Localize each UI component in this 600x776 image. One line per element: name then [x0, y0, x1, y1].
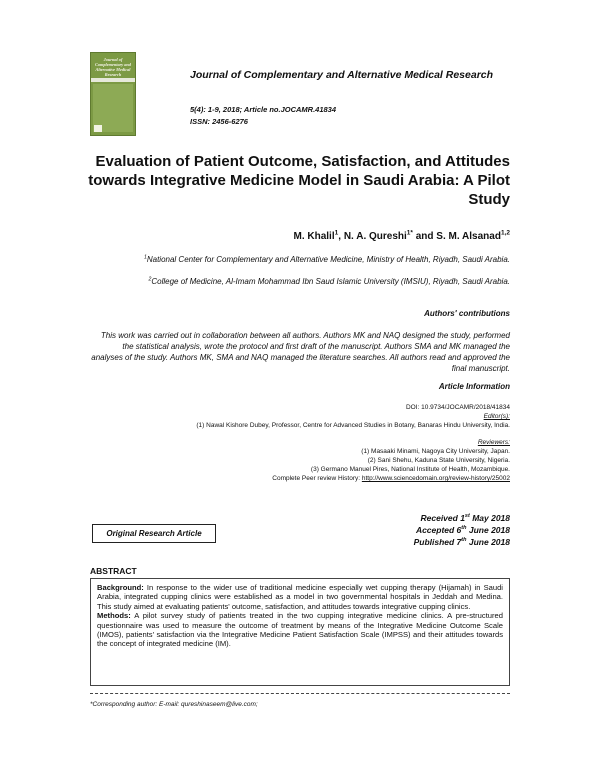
reviewers-label: Reviewers: [477, 439, 510, 446]
abstract-background: Background: In response to the wider use of traditional medicine especially wet cupping therapy (Hijamah) in Saudi Arabia, integrated cupping clinics were established as a model in two governmental hospitals in Jeddah and Medina. This study aimed at evaluating patients' outcome, satisfaction, and attitudes towards integrative cupping clinics. [97, 583, 503, 611]
paper-title: Evaluation of Patient Outcome, Satisfaction, and Attitudes towards Integrative Medicine Model in Saudi Arabia: A Pilot Study [88, 153, 510, 208]
corresponding-author-footnote: *Corresponding author: E-mail: qureshinaseem@live.com; [90, 701, 258, 708]
review-history: Complete Peer review History: http://www.sciencedomain.org/review-history/25002 [272, 475, 510, 482]
author-affil-sup: 1,2 [500, 229, 510, 237]
author-name: S. M. Alsanad [436, 231, 501, 242]
author-name: N. A. Qureshi [343, 231, 407, 242]
publisher-logo-icon [94, 125, 102, 132]
journal-name: Journal of Complementary and Alternative Medical Research [190, 69, 494, 81]
author-list: M. Khalil$^1$, N. A. Qureshi$^{1*}$ and S. M. Alsanad$^{1,2}$ [293, 229, 510, 242]
reviewer-entry: (1) Masaaki Minami, Nagoya City University, Japan. [361, 448, 510, 455]
cover-band [91, 78, 135, 82]
affiliation: $^1$National Center for Complementary and Alternative Medicine, Ministry of Health, Riyadh, Saudi Arabia. [143, 254, 510, 264]
received-date: Received 1st May 2018 [420, 513, 510, 523]
journal-issue: 5(4): 1-9, 2018; Article no.JOCAMR.41834 [190, 105, 337, 114]
abstract-methods: Methods: A pilot survey study of patients treated in the two cupping integrative medicine clinics. A pre-structured questionnaire was used to measure the outcome of treatment by means of the Integrative Medicine Outcome Scale (IMOS), patients' satisfaction via the Integrative Medicine Patient Satisfaction Scale (IMPSS) and their attitudes towards the concept of integrated medicine (IM). [97, 611, 503, 649]
editor-entry: (1) Nawal Kishore Dubey, Professor, Centre for Advanced Studies in Botany, Banaras Hindu University, India. [196, 422, 510, 429]
author-name: M. Khalil [293, 231, 335, 242]
journal-cover-image [90, 52, 136, 136]
published-date: Published 7th June 2018 [413, 537, 510, 547]
abstract-heading: ABSTRACT [90, 566, 137, 576]
footnote-divider [90, 693, 510, 694]
abstract-box [90, 578, 510, 686]
review-history-link[interactable]: http://www.sciencedomain.org/review-history/25002 [361, 475, 510, 482]
reviewer-entry: (2) Sani Shehu, Kaduna State University, Nigeria. [367, 457, 510, 464]
publication-dates [360, 512, 510, 548]
contributions-heading: Authors' contributions [424, 309, 510, 318]
contributions-text: This work was carried out in collaboration between all authors. Authors MK and NAQ designed the study, performed the statistical analysis, wrote the protocol and first draft of the manuscript. Authors SMA and MK managed the analyses of the study. Authors MK, SMA and NAQ managed the literature searches. All authors read and approved the final manuscript. [91, 331, 510, 373]
cover-title: Journal of Complementary and Alternative Medical Research [95, 57, 131, 77]
journal-issn: ISSN: 2456-6276 [190, 117, 248, 126]
reviewer-entry: (3) Germano Manuel Pires, National Institute of Health, Mozambique. [310, 466, 510, 473]
doi: DOI: 10.9734/JOCAMR/2018/41834 [405, 404, 510, 411]
accepted-date: Accepted 6th June 2018 [415, 525, 510, 535]
editors-label: Editor(s): [483, 413, 510, 420]
author-affil-sup: 1* [406, 229, 413, 237]
article-type-badge: Original Research Article [92, 524, 216, 543]
article-info-heading: Article Information [438, 382, 510, 391]
affiliation: $^2$College of Medicine, Al-Imam Mohammad Ibn Saud Islamic University (IMSIU), Riyadh, Saudi Arabia. [148, 276, 510, 286]
author-affil-sup: 1 [334, 229, 339, 237]
